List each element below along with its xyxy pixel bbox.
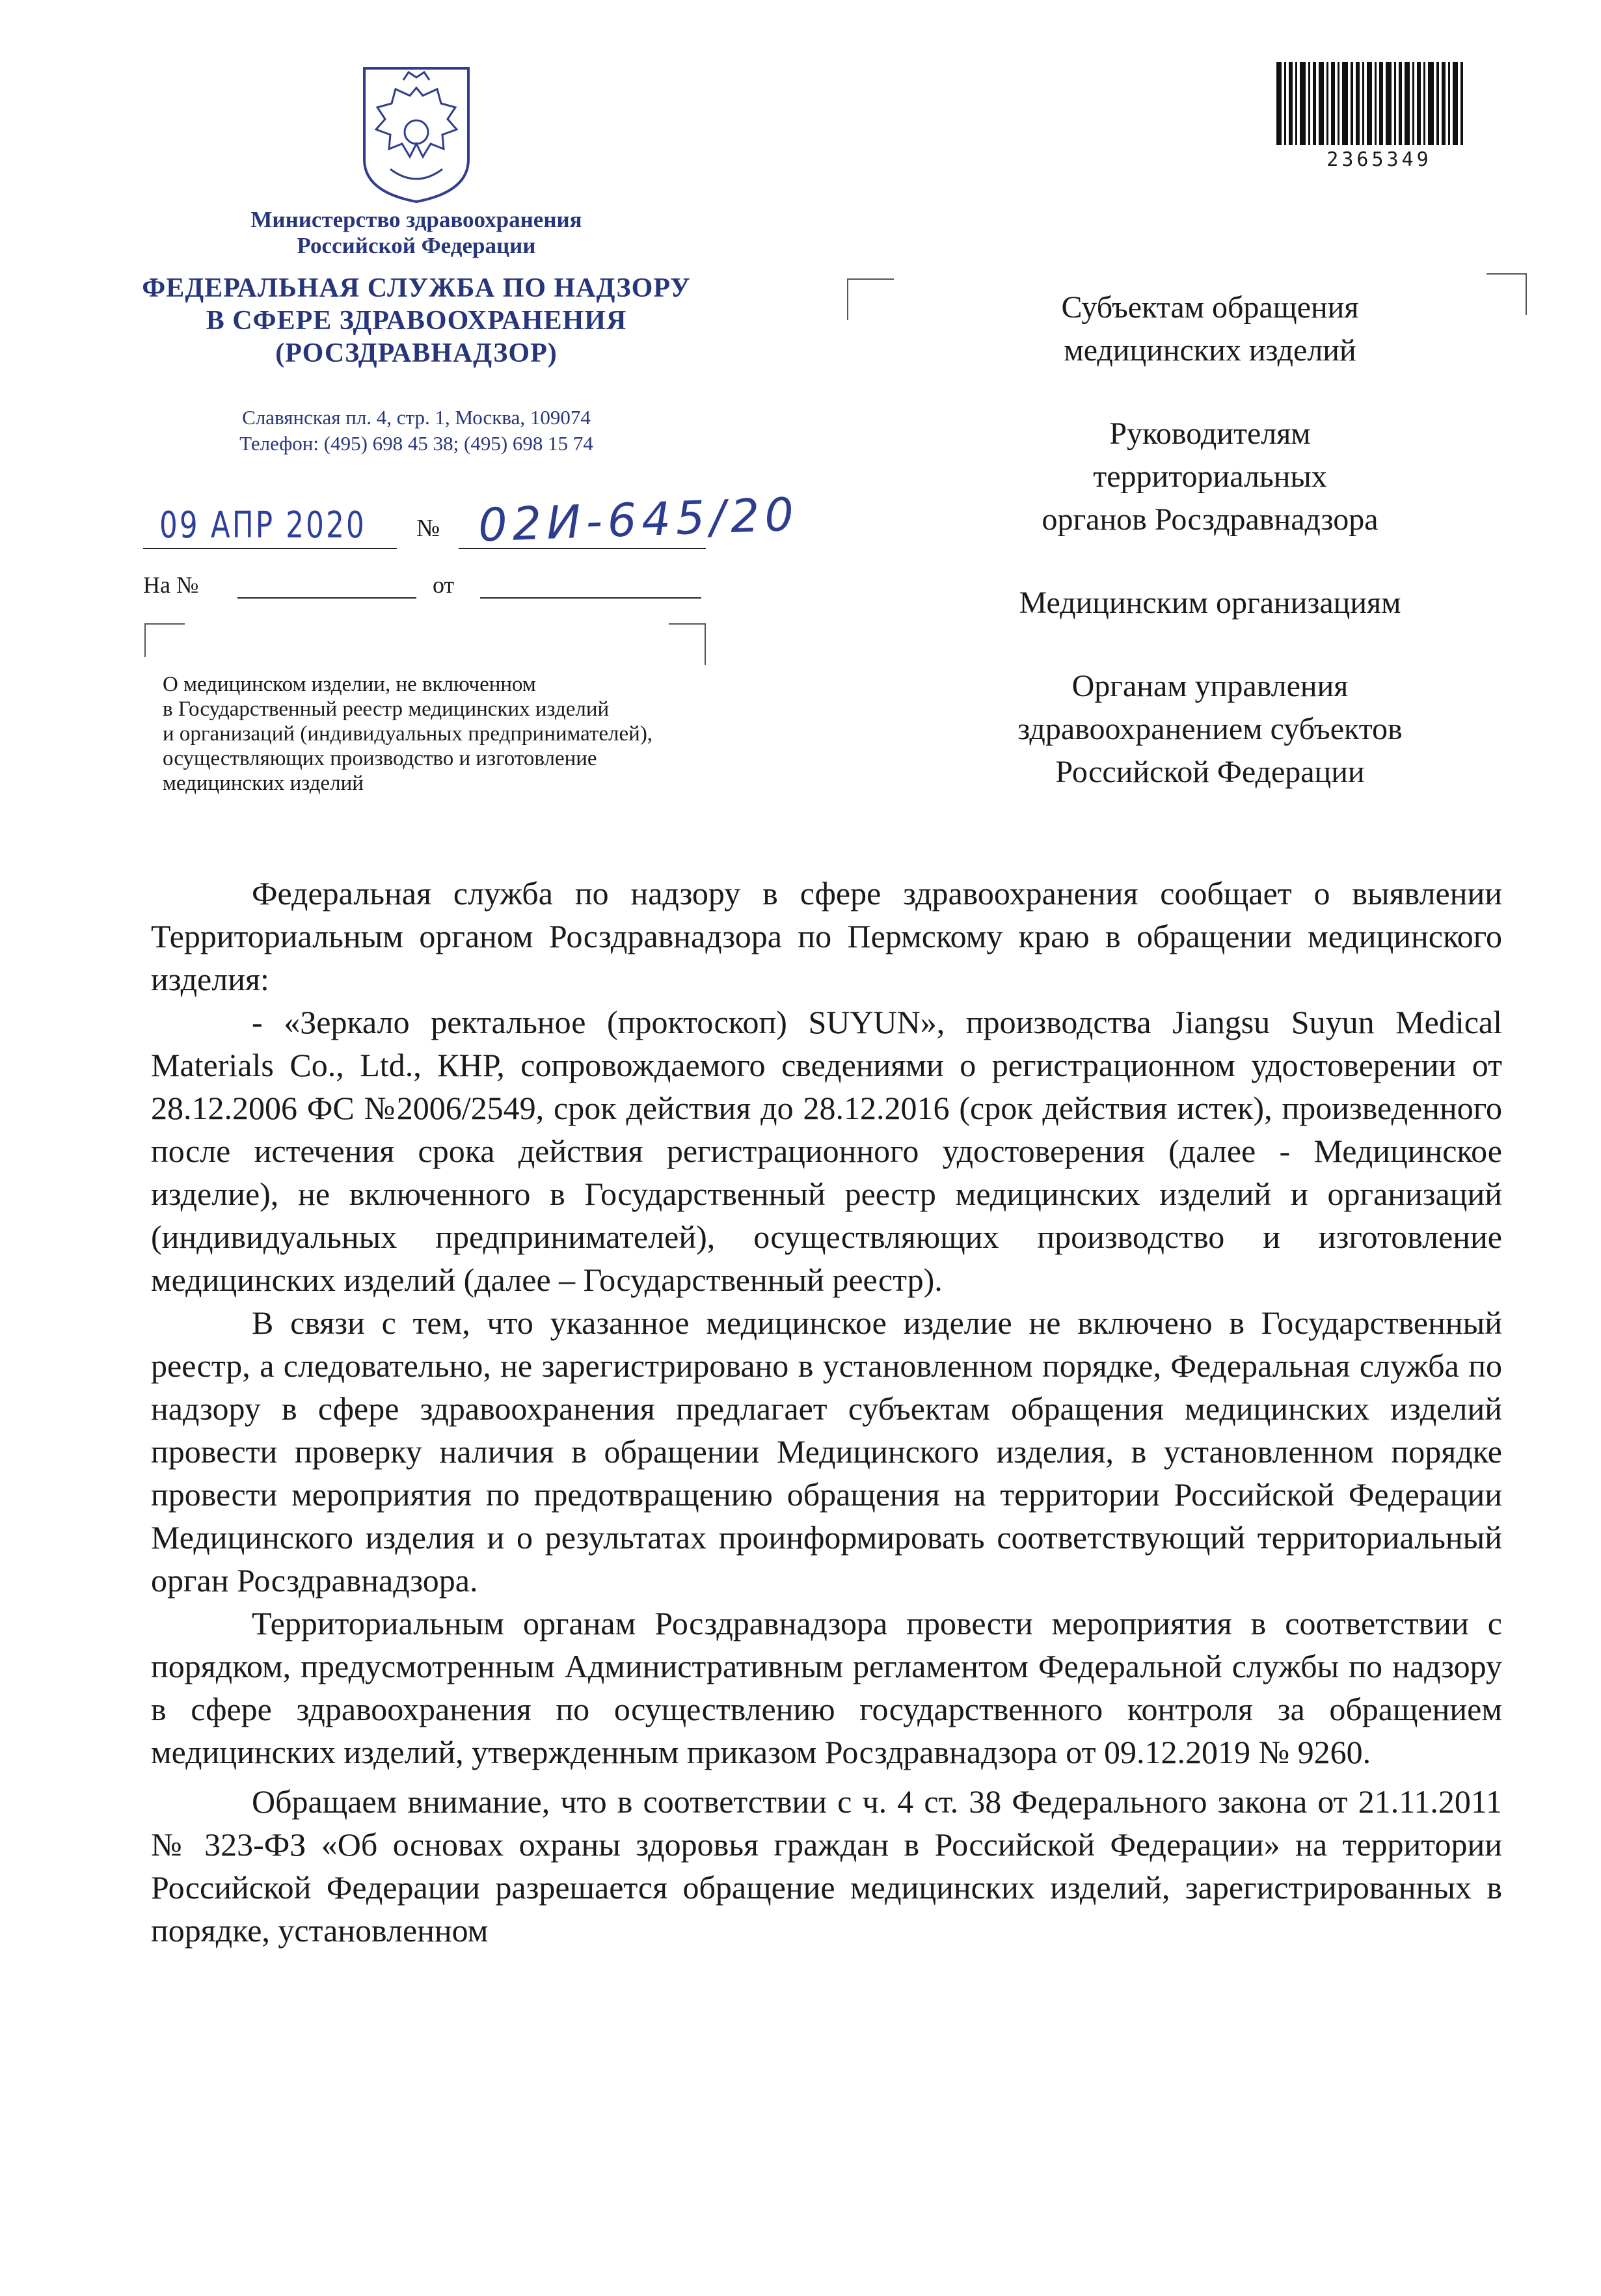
addressee-bracket-right (1487, 273, 1527, 315)
body-paragraph: Обращаем внимание, что в соответствии с ч. 4 ст. 38 Федерального закона от 21.11.2011 № 323-ФЗ «Об основах охраны здоровья граждан в Российской Федерации» на территории Российской Федерации разрешается обращение медицинских изделий, зарегистрированных в порядке, установленном (151, 1783, 1502, 1949)
addressee-item: Медицинским организациям (1019, 586, 1401, 620)
from-label: от (433, 572, 455, 598)
coat-of-arms-emblem (351, 62, 481, 205)
body-paragraph: - «Зеркало ректальное (проктоскоп) SUYUN», производства Jiangsu Suyun Medical Materials Co., Ltd., КНР, сопровождаемого сведениями о регистрационном удостоверении от 28.12.2006 ФС №2006/2549, срок действия до 28.12.2016 (срок действия истек), произведенного после истечения срока действия регистрационного удостоверения (далее - Медицинское изделие), не включенного в Государственный реестр медицинских изделий и организаций (индивидуальных предпринимателей), осуществляющих производство и изготовление медицинских изделий (далее – Государственный реестр). (151, 1004, 1502, 1298)
addressee-item: Руководителям территориальных органов Росздравнадзора (1042, 416, 1379, 537)
ministry-name: Министерство здравоохранения Российской Федерации (250, 207, 582, 258)
reply-number-line (237, 597, 416, 599)
barcode-number: 2365349 (1326, 148, 1432, 171)
date-underline (143, 548, 397, 549)
barcode (1274, 62, 1469, 146)
body-paragraph: Федеральная служба по надзору в сфере здравоохранения сообщает о выявлении Территориальным органом Росздравнадзора по Пермскому краю в обращении медицинского изделия: (151, 875, 1502, 997)
letter-body (151, 872, 1502, 1952)
subject-bracket-right (669, 623, 706, 665)
letter-subject: О медицинском изделии, не включенном в Государственный реестр медицинских изделий и организаций (индивидуальных предпринимателей), осуществляющих производство и изготовление медицинских изделий (163, 673, 653, 795)
number-underline (459, 548, 706, 549)
subject-bracket-left (144, 623, 185, 657)
addressee-item: Субъектам обращения медицинских изделий (1061, 290, 1359, 368)
service-name: ФЕДЕРАЛЬНАЯ СЛУЖБА ПО НАДЗОРУ В СФЕРЕ ЗДРАВООХРАНЕНИЯ (РОСЗДРАВНАДЗОР) (142, 273, 691, 368)
reply-to-label: На № (143, 572, 199, 598)
addressee-item: Органам управления здравоохранением субъектов Российской Федерации (1017, 669, 1403, 789)
body-paragraph: Территориальным органам Росздравнадзора провести мероприятия в соответствии с порядком, предусмотренным Административным регламентом Федеральной службы по надзору в сфере здравоохранения по осуществлению государственного контроля за обращением медицинских изделий, утвержденным приказом Росздравнадзора от 09.12.2019 № 9260. (151, 1605, 1502, 1770)
reply-date-line (480, 597, 701, 599)
outgoing-number-handwritten: 02И-645/20 (477, 487, 800, 552)
date-stamp: 09 АПР 2020 (159, 504, 366, 547)
addressee-bracket-left (847, 278, 894, 320)
body-paragraph: В связи с тем, что указанное медицинское изделие не включено в Государственный реестр, а следовательно, не зарегистрировано в установленном порядке, Федеральная служба по надзору в сфере здравоохранения предлагает субъектам обращения медицинских изделий провести проверку наличия в обращении Медицинского изделия, в установленном порядке провести мероприятия по предотвращению обращения на территории Российской Федерации Медицинского изделия и о результатах проинформировать соответствующий территориальный орган Росздравнадзора. (151, 1304, 1502, 1599)
addressee-list (937, 286, 1483, 834)
organization-address: Славянская пл. 4, стр. 1, Москва, 109074 Телефон: (495) 698 45 38; (495) 698 15 74 (239, 406, 593, 455)
number-label: № (416, 515, 440, 542)
